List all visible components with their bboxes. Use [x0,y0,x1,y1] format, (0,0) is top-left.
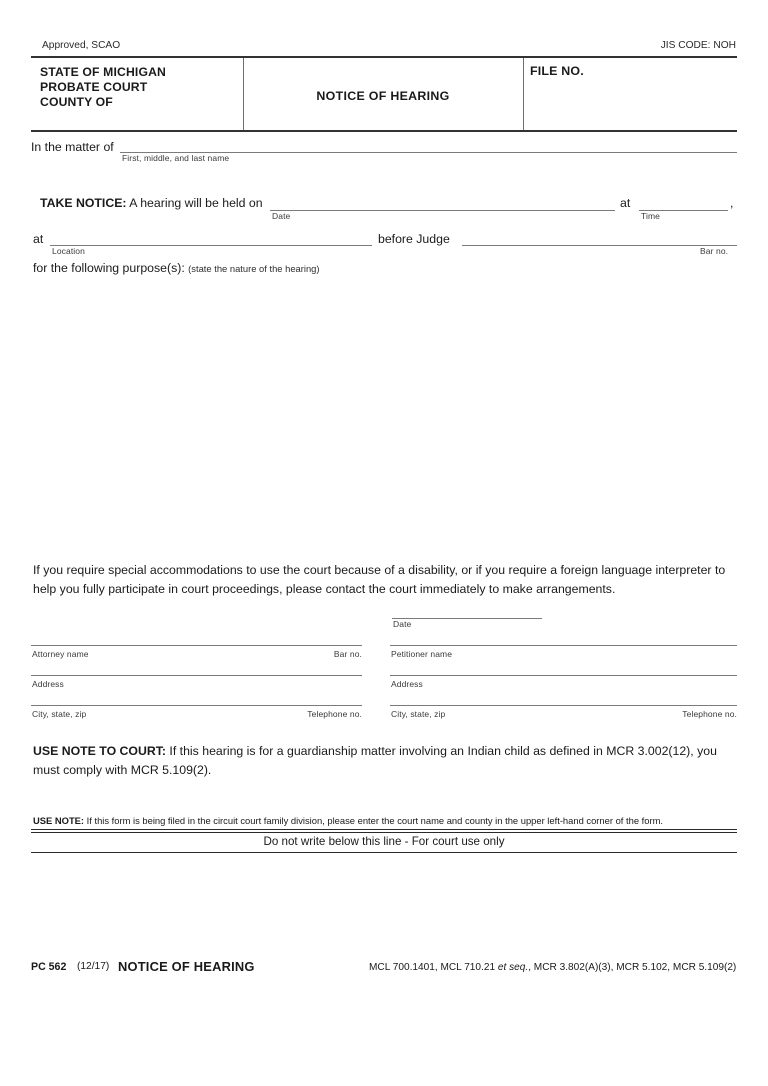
petitioner-name-field[interactable] [390,645,737,646]
attorney-name-field[interactable] [31,645,362,646]
footer-form-number: PC 562 [31,961,67,973]
hearing-location-hint: Location [52,246,85,256]
header-table [31,56,737,132]
accommodations-paragraph: If you require special accommodations to use the court because of a disability, or if you require a foreign language interpreter to help you fully participate in court proceedings, please contact the court immediately to make arrangements. [33,563,726,596]
use-note-to-court [33,742,739,780]
take-notice-line [40,196,263,210]
at-time-word: at [620,196,631,210]
jis-code-label: JIS CODE: NOH [660,40,736,51]
attorney-name-label: Attorney name [32,649,89,659]
purpose-writing-area[interactable] [33,285,739,550]
purpose-line [33,261,320,275]
in-the-matter-of-label: In the matter of [31,140,114,154]
use-note-rule-lower [31,832,737,833]
file-no-label: FILE NO. [530,64,584,78]
approved-scao-label: Approved, SCAO [42,40,121,51]
footer-citations-italic: et seq. [497,962,529,973]
use-note-rule-upper [31,829,737,830]
footer-citations [369,962,736,973]
take-notice-label: TAKE NOTICE: [40,196,127,210]
attorney-bar-no-label: Bar no. [333,649,362,659]
state-line: STATE OF MICHIGAN [40,65,166,79]
hearing-held-text: A hearing will be held on [129,196,263,210]
petitioner-name-label: Petitioner name [391,649,453,659]
header-divider-right [523,58,524,130]
form-title-cell: NOTICE OF HEARING [316,89,450,103]
hearing-date-hint: Date [272,211,291,221]
use-note-to-court-label: USE NOTE TO COURT: [33,744,166,758]
trailing-comma: , [730,196,734,210]
petitioner-city-state-zip-label: City, state, zip [391,709,446,719]
judge-name-field[interactable] [462,245,737,246]
petitioner-address-field[interactable] [390,675,737,676]
purpose-label: for the following purpose(s): [33,261,185,275]
court-identification-cell [40,65,166,111]
judge-bar-no-hint: Bar no. [700,246,729,256]
attorney-city-state-zip-label: City, state, zip [32,709,87,719]
use-note-label: USE NOTE: [33,815,85,826]
use-note-text: If this form is being filed in the circuit court family division, please enter the court name and county in the upper left-hand corner of the form. [86,815,663,826]
court-use-only-text: Do not write below this line - For court use only [263,835,505,848]
footer-form-title: NOTICE OF HEARING [118,959,255,974]
hearing-date-field[interactable] [270,210,615,211]
attorney-address-field[interactable] [31,675,362,676]
use-note-to-court-text: If this hearing is for a guardianship matter involving an Indian child as defined in MCR 3.002(12), you must comply with MCR 5.109(2). [33,744,717,777]
court-type-line: PROBATE COURT [40,80,148,95]
petitioner-telephone-label: Telephone no. [682,709,737,719]
use-note [33,814,739,827]
purpose-hint: (state the nature of the hearing) [188,263,320,274]
signature-date-field[interactable] [392,618,542,619]
before-judge-label: before Judge [378,232,450,246]
footer-citations-post: , MCR 3.802(A)(3), MCR 5.102, MCR 5.109(2) [528,962,737,973]
attorney-address-label: Address [32,679,64,689]
petitioner-address-label: Address [391,679,423,689]
matter-name-hint: First, middle, and last name [122,153,230,163]
petitioner-city-state-zip-field[interactable] [390,705,737,706]
county-line: COUNTY OF [40,95,113,110]
court-use-rule [31,852,737,853]
hearing-time-hint: Time [641,211,660,221]
hearing-location-field[interactable] [50,245,372,246]
footer-citations-pre: MCL 700.1401, MCL 710.21 [369,962,498,973]
attorney-city-state-zip-field[interactable] [31,705,362,706]
at-location-word: at [33,232,44,246]
attorney-telephone-label: Telephone no. [307,709,362,719]
signature-date-hint: Date [393,619,412,629]
court-use-area [31,855,737,950]
footer-revision-date: (12/17) [77,961,110,972]
